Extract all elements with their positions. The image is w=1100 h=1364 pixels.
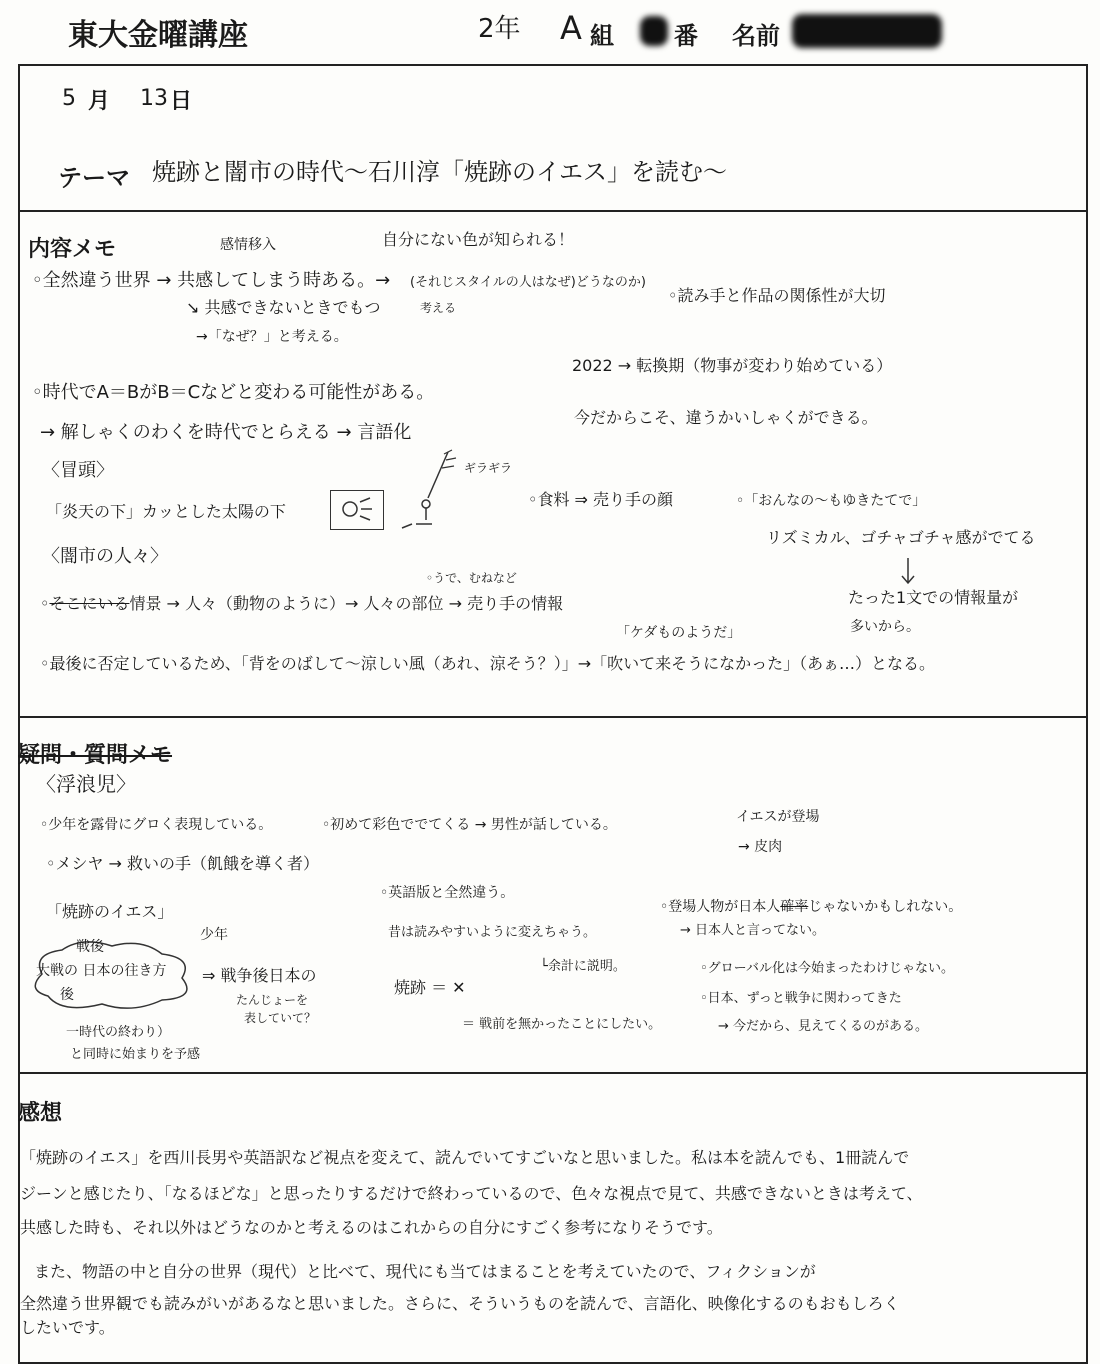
memo-note-rizumi: リズミカル、ゴチャゴチャ感がでてる — [766, 528, 1036, 547]
question-line-8: 昔は読みやすいように変えちゃう。 — [388, 925, 597, 940]
question-line-13: 少年 — [200, 927, 228, 943]
memo-line-1b: (それじスタイルの人はなぜ)どうなのか) — [410, 275, 646, 290]
question-line-16: 後 — [60, 987, 74, 1003]
question-line-14: 戦後 — [76, 939, 104, 955]
question-line-20: 焼跡 ＝ ✕ — [394, 978, 466, 997]
memo-line-6: 〈冒頭〉 — [42, 460, 114, 481]
question-line-25: 一時代の終わり） — [66, 1025, 171, 1040]
question-line-10-end: じゃないかもしれない。 — [808, 899, 963, 915]
impression-line-3: 共感した時も、それ以外はどうなのかと考えるのはこれからの自分にすごく参考になりそうです。 — [20, 1218, 723, 1237]
memo-line-1c: 考える — [420, 301, 457, 315]
grade-label: 2年 — [478, 14, 521, 44]
question-line-15: 大戦の 日本の往き方 — [36, 963, 167, 979]
memo-note-tatta: たった1文での情報量が — [848, 588, 1019, 607]
memo-note-2022: 2022 → 転換期（物事が変わり始めている） — [572, 356, 893, 375]
name-label: 名前 — [732, 22, 780, 50]
memo-line-9 — [40, 596, 563, 612]
question-line-4: イエスが登場 — [736, 809, 820, 825]
memo-note-sketch: ギラギラ — [464, 461, 513, 475]
memo-note-ooi: 多いから。 — [850, 619, 920, 635]
question-line-26: と同時に始まりを予感 — [70, 1047, 201, 1062]
redacted-name — [792, 14, 942, 48]
memo-line-10: ◦最後に否定しているため、「背をのばして〜涼しい風（あれ、涼そう？）」→「吹いて来そうになかった」（あぁ…）となる。 — [40, 654, 936, 673]
memo-note-shokuryo: ◦食料 ⇒ 売り手の顔 — [528, 490, 674, 509]
memo-line-5: → 解しゃくのわくを時代でとらえる → 言語化 — [40, 422, 412, 443]
question-line-1: 〈浮浪児〉 — [36, 772, 136, 796]
number-label: 番 — [674, 22, 698, 50]
question-line-19: 表していて？ — [244, 1011, 317, 1025]
impression-line-1: 「焼跡のイエス」を西川長男や英語訳など視点を変えて、読んでいてすごいなと思いました。私は本を読んでも、1冊読んで — [20, 1148, 910, 1167]
divider-memo — [18, 716, 1088, 718]
question-line-7: ◦英語版と全然違う。 — [380, 885, 515, 901]
date-month: 5 — [62, 86, 76, 111]
memo-line-3: →「なぜ？」と考える。 — [196, 329, 348, 345]
impression-line-4: また、物語の中と自分の世界（現代）と比べて、現代にも当てはまることを考えていたので、フィクションが — [34, 1262, 816, 1281]
question-line-23: ◦日本、ずっと戦争に関わってきた — [700, 991, 902, 1006]
redacted-number — [640, 16, 668, 46]
sun-sketch-icon — [336, 494, 376, 524]
memo-note-imada: 今だからこそ、違うかいしゃくができる。 — [574, 408, 878, 427]
impressions-section-title: 感想 — [18, 1101, 63, 1126]
question-line-18: たんじょーを — [236, 993, 309, 1007]
question-line-10-text: ◦登場人物が日本人 — [660, 899, 781, 915]
memo-line-9-struck: そこにいる — [49, 594, 130, 613]
impression-line-2: ジーンと感じたり、「なるほどな」と思ったりするだけで終わっているので、色々な視点で見て、共感できないときは考えて、 — [20, 1184, 923, 1203]
question-line-24: → 今だから、見えてくるのがある。 — [718, 1019, 929, 1034]
memo-note-jibun: 自分にない色が知られる！ — [382, 230, 575, 249]
date-day-label: 日 — [170, 89, 193, 114]
question-line-3: ◦初めて彩色ででてくる → 男性が話している。 — [322, 817, 617, 833]
memo-note-onna: ◦「おんなの〜もゆきたてで」 — [736, 493, 927, 509]
question-line-10 — [660, 900, 962, 914]
class-letter: A — [560, 9, 582, 47]
divider-theme — [18, 210, 1088, 212]
memo-line-7: 「炎天の下」カッとした太陽の下 — [46, 502, 286, 521]
question-line-10-struck: 確率 — [780, 899, 809, 915]
memo-note-yomite: ◦読み手と作品の関係性が大切 — [668, 286, 886, 305]
question-line-5: → 皮肉 — [738, 839, 783, 855]
memo-line-9-bullet: ◦ — [40, 594, 50, 613]
figure-sketch-icon — [392, 448, 462, 532]
date-month-label: 月 — [88, 89, 111, 114]
worksheet-frame — [18, 64, 1088, 1364]
question-line-21: ＝ 戦前を無かったことにしたい。 — [462, 1017, 662, 1032]
date-day: 13 — [140, 86, 168, 111]
theme-label: テーマ — [58, 164, 130, 192]
impression-line-6: したいです。 — [20, 1318, 115, 1337]
class-label: 組 — [590, 22, 614, 50]
down-arrow-icon — [898, 556, 918, 586]
memo-line-2: ↘ 共感できないときでもつ — [186, 298, 381, 317]
memo-line-8: 〈闇市の人々〉 — [42, 546, 168, 567]
memo-line-4: ◦時代でA＝BがB＝Cなどと変わる可能性がある。 — [32, 382, 435, 403]
question-line-9: └余計に説明。 — [540, 959, 626, 974]
memo-note-kedamono: 「ケダものようだ」 — [616, 625, 742, 641]
course-title: 東大金曜講座 — [68, 18, 248, 53]
divider-questions — [18, 1072, 1088, 1074]
memo-note-ude: ◦うで、むねなど — [426, 571, 517, 585]
question-line-2: ◦少年を露骨にグロく表現している。 — [40, 817, 273, 833]
question-line-22: ◦グローバル化は今始まったわけじゃない。 — [700, 961, 955, 976]
memo-note-kanjoinyu: 感情移入 — [220, 237, 276, 253]
question-line-6: ◦メシヤ → 救いの手（飢餓を導く者） — [46, 854, 320, 873]
memo-line-1: ◦全然違う世界 → 共感してしまう時ある。→ — [32, 270, 391, 291]
question-line-17: ⇒ 戦争後日本の — [202, 966, 317, 985]
impression-line-5: 全然違う世界観でも読みがいがあるなと思いました。さらに、そういうものを読んで、言語化、映像化するのもおもしろく — [20, 1294, 900, 1313]
question-line-12: 「焼跡のイエス」 — [46, 902, 174, 921]
memo-line-9-text: 情景 → 人々（動物のように）→ 人々の部位 → 売り手の情報 — [129, 594, 564, 613]
questions-section-title: 疑問・質問メモ — [18, 743, 173, 768]
memo-section-title: 内容メモ — [28, 237, 117, 262]
question-line-11: → 日本人と言ってない。 — [680, 923, 826, 938]
theme-text: 焼跡と闇市の時代～石川淳「焼跡のイエス」を読む～ — [152, 158, 728, 186]
